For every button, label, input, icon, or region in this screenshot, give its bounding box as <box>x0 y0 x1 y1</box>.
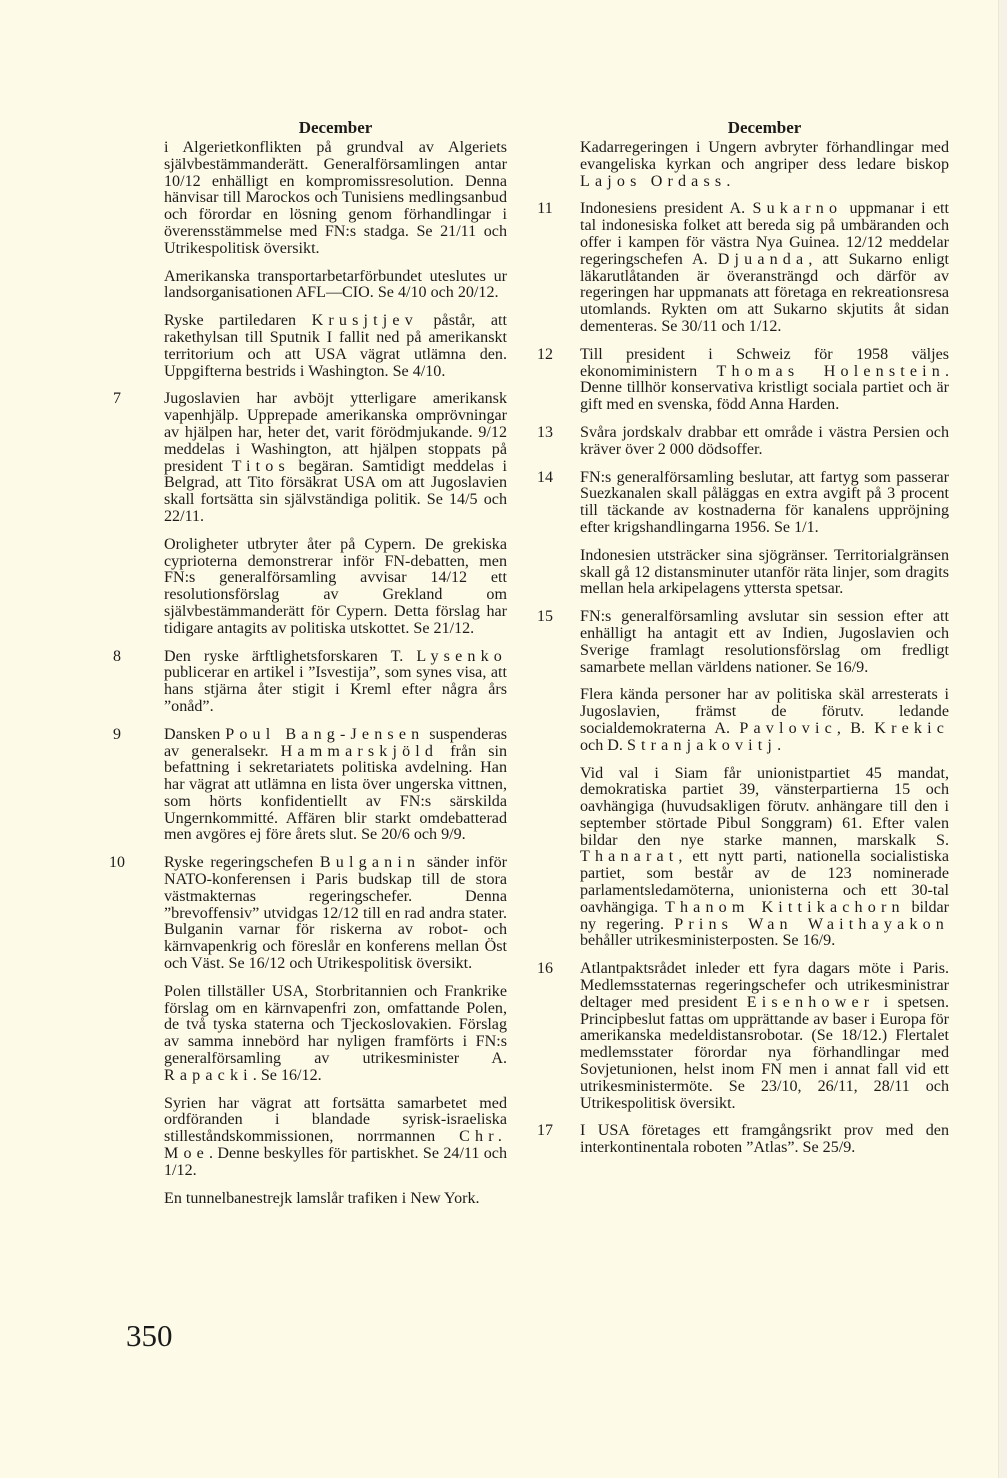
person-name: Poul Bang-Jensen <box>225 725 425 743</box>
person-name: Rapacki <box>164 1066 253 1084</box>
chronicle-entry <box>113 647 507 716</box>
chronicle-entry <box>120 269 507 303</box>
chronicle-entry <box>120 1191 507 1208</box>
chronicle-entry <box>113 390 507 525</box>
entry-text: Den ryske ärftlighetsforskaren T. <box>164 647 417 665</box>
page-edge <box>998 0 1007 1478</box>
entry-text: FN:s generalförsamling beslutar, att fartyg som passerar Suezkanalen skall påläggas en extra avgift på 3 procent till täckande av kostnaderna för kanalens uppröjning efter krigshandlingarna 1956. Se 1/1. <box>580 468 949 536</box>
column-heading: December <box>298 118 373 137</box>
entry-text: Jugoslavien har avböjt ytterligare amerikansk vapenhjälp. Upprepade amerikanska omprövningar av hjälpen har, heter det, varit förödmjukande. 9/12 meddelas i Washington, att hjälpen stoppats på president <box>164 390 507 475</box>
entry-text: Syrien har vägrat att fortsätta samarbetet med ordföranden i blandade syrisk-israeliska stilleståndskommissionen, norrmannen <box>164 1094 507 1146</box>
entry-text: . Denne tillhör konservativa kristligt sociala partiet och är gift med en svenska, född Anna Harden. <box>580 362 950 414</box>
chronicle-entry <box>536 140 949 190</box>
person-name: Titos <box>231 457 290 475</box>
day-number: 12 <box>537 345 553 363</box>
person-name: Thanarat <box>580 848 679 866</box>
chronicle-entry <box>120 313 507 380</box>
entry-text: Indonesien utsträcker sina sjögränser. Territorialgränsen skall gå 12 distansminuter utanför räta linjer, som dragits mellan hela arkipelagens yttersta spetsar. <box>580 546 949 598</box>
chronicle-entry <box>536 548 949 598</box>
chronicle-entry <box>120 984 507 1085</box>
person-name: Stranjakovitj <box>626 736 778 754</box>
entry-text: , att Sukarno enligt läkarutlåtanden är överansträngd och därför av regeringen har uppmanats att företaga en rekreationsresa utomlands. Rykten om att Sukarno skjutits åt sidan dementeras. Se 30/11 och 1/12. <box>580 250 949 335</box>
entry-text: i spetsen. Principbeslut fattas om upprättande av baser i Europa för amerikanska medeldistansrobotar. (Se 18/12.) Flertalet medlemsstater förordar nya förhandlingar med Sovjetunionen, helst inom FN men i annat fall vid ett utrikesministermöte. Se 23/10, 26/11, 28/11 och Utrikespolitisk översikt. <box>580 993 949 1112</box>
chronicle-entry <box>536 425 949 459</box>
person-name: Lysenko <box>416 647 507 665</box>
chronicle-entry <box>113 725 507 845</box>
person-name: Thanom Kittikachorn <box>665 898 905 916</box>
entry-text: Polen tillställer USA, Storbritannien och Frankrike förslag om en kärnvapenfri zon, omfattande Polen, de två tyska staterna och Tjeckoslovakien. Förslag av samma innebörd har nyligen framförts i FN:s generalförsamling av utrikesminister A. <box>164 982 507 1068</box>
column-heading: December <box>727 118 802 137</box>
chronicle-entry <box>536 1123 949 1157</box>
day-number: 8 <box>113 647 121 665</box>
entry-text: Oroligheter utbryter åter på Cypern. De grekiska cyprioterna demonstrerar inför FN-debatten, men FN:s generalförsamling avvisar 14/12 ett resolutionsförslag av Grekland om självbestämmanderätt för Cypern. Detta förslag har tidigare antagits av politiska utskottet. Se 21/12. <box>164 535 507 637</box>
person-name: Chr. Moe <box>164 1128 507 1163</box>
page-number: 350 <box>126 1318 173 1353</box>
entry-text: behåller utrikesministerposten. Se 16/9. <box>580 932 836 950</box>
person-name: Lajos Ordass <box>580 172 727 190</box>
person-name: Eisenhower <box>746 993 875 1011</box>
day-number: 11 <box>537 200 553 218</box>
entry-text: . Se 16/12. <box>252 1066 322 1084</box>
day-number: 13 <box>537 423 553 441</box>
entry-text: , B. <box>836 719 875 737</box>
chronicle-entry <box>536 609 949 676</box>
chronicle-entry <box>120 1096 507 1180</box>
entry-text: påstår, att rakethylsan till Sputnik I fallit ned på amerikanskt territorium och att USA vägrat utlämna den. Uppgifterna bestrids i Washington. Se 4/10. <box>164 312 507 380</box>
entry-text: Svåra jordskalv drabbar ett område i västra Persien och kräver över 2 000 dödsoffer. <box>580 423 949 458</box>
entry-text: En tunnelbanestrejk lamslår trafiken i New York. <box>164 1189 480 1207</box>
day-number: 14 <box>537 468 553 486</box>
entry-text: Amerikanska transportarbetarförbundet uteslutes ur landsorganisationen AFL—CIO. Se 4/10 och 20/12. <box>164 267 507 302</box>
entry-text: . <box>777 736 782 754</box>
day-number: 16 <box>537 960 553 978</box>
entry-text: , ett nytt parti, nationella socialistiska partiet, som består av de 123 nominerade parlamentsledamöterna, unionisterna och ett 30-tal oavhängiga. <box>580 848 949 916</box>
chronicle-entry <box>536 201 949 335</box>
chronicle-entry <box>536 961 949 1112</box>
entry-text: i Algerietkonflikten på grundval av Algeriets självbestämmanderätt. Generalförsamlingen antar 10/12 enhälligt en kompromissresolution. Denna hänvisar till Marockos och Tunisiens medlingsanbud och förordar en lösning genom förhandlingar i överensstämmelse med FN:s stadga. Se 21/11 och Utrikespolitisk översikt. <box>164 139 507 257</box>
entry-text: Atlantpaktsrådet inleder ett fyra dagars möte i Paris. Medlemsstaternas regeringschefer och utrikesministrar deltager med president <box>580 960 949 1011</box>
chronicle-entry <box>120 537 507 638</box>
entry-text: från sin befattning i sekretariatets politiska avdelning. Han har vägrat att utlämna en lista över ungerska vittnen, som hörts konfidentiellt av FN:s särskilda Ungernkommitté. Affären blir starkt omdebatterad men avgöres ej före årets slut. Se 20/6 och 9/9. <box>164 742 507 844</box>
entry-text: Vid val i Siam får unionistpartiet 45 mandat, demokratiska partiet 39, vänsterpartierna 15 och oavhängiga (huvudsakligen förutv. anhängare till den i september störtade Pibul Songgram) 61. Efter valen bildar den nye starke mannen, marskalk S. <box>580 764 949 849</box>
day-number: 9 <box>113 725 121 743</box>
person-name: Djuanda <box>717 250 809 268</box>
entry-text: bildar ny regering. <box>580 898 949 933</box>
entry-text: publicerar en artikel i ”Isvestija”, som synes visa, att hans stjärna åter stigit i Kreml efter några års ”onåd”. <box>164 664 507 715</box>
person-name: Bulganin <box>319 854 421 872</box>
entry-text: sänder inför NATO-konferensen i Paris budskap till de stora västmakternas regeringschefer. Denna ”brevoffensiv” utvidgas 12/12 till en rad andra stater. Bulganin varnar för riskerna av robot- och kärnvapenkrig och föreslår en konferens mellan Öst och Väst. Se 16/12 och Utrikespolitisk översikt. <box>164 854 507 973</box>
entry-text: och D. <box>580 736 627 754</box>
right-column <box>536 118 949 1168</box>
day-number: 17 <box>537 1122 553 1140</box>
chronicle-entry <box>120 140 507 258</box>
entry-text: Kadarregeringen i Ungern avbryter förhandlingar med evangeliska kyrkan och angriper dess ledare biskop <box>580 139 949 173</box>
person-name: Thomas Holenstein <box>716 362 945 380</box>
person-name: Krusjtjev <box>311 312 418 330</box>
entry-text: begäran. Samtidigt meddelas i Belgrad, att Tito försäkrat USA om att Jugoslavien skall fortsätta sin självständiga politik. Se 14/5 och 22/11. <box>164 457 507 525</box>
entry-text: FN:s generalförsamling avslutar sin session efter att enhälligt ha antagit ett av Indien, Jugoslavien och Sverige framlagt resolutionsförslag om fredligt samarbete mellan världens nationer. Se 16/9. <box>580 608 949 676</box>
left-column <box>109 118 507 1218</box>
entry-text: . <box>726 172 731 190</box>
chronicle-entry <box>536 687 949 754</box>
entry-text: Ryske regeringschefen <box>164 854 320 872</box>
chronicle-entry <box>109 854 507 973</box>
entry-text: suspenderas av generalsekr. <box>164 725 507 760</box>
person-name: Krekic <box>874 719 949 737</box>
chronicle-entry <box>536 766 949 951</box>
day-number: 10 <box>109 854 125 872</box>
chronicle-entry <box>536 347 949 414</box>
person-name: Sukarno <box>752 200 843 218</box>
entry-text: Flera kända personer har av politiska skäl arresterats i Jugoslavien, främst de förutv. ledande socialdemokraterna A. <box>580 686 949 737</box>
entry-text: Till president i Schweiz för 1958 väljes ekonomiministern <box>580 345 949 380</box>
entry-text: Ryske partiledaren <box>164 312 312 330</box>
entry-text: Indonesiens president A. <box>580 200 753 218</box>
person-name: Prins Wan Waithayakon <box>674 915 949 933</box>
day-number: 7 <box>113 390 121 408</box>
day-number: 15 <box>537 608 553 626</box>
entry-text: . Denne beskylles för partiskhet. Se 24/11 och 1/12. <box>164 1145 507 1179</box>
entry-text: Dansken <box>164 725 226 743</box>
person-name: Pavlovic <box>739 719 837 737</box>
entry-text: uppmanar i ett tal indonesiska folket att bereda sig på umbäranden och offer i kampen för västra Nya Guinea. 12/12 meddelar regeringschefen A. <box>580 200 949 268</box>
person-name: Hammarskjöld <box>280 742 439 760</box>
entry-text: I USA företages ett framgångsrikt prov med den interkontinentala roboten ”Atlas”. Se 25/9. <box>580 1122 949 1157</box>
chronicle-entry <box>536 470 949 537</box>
